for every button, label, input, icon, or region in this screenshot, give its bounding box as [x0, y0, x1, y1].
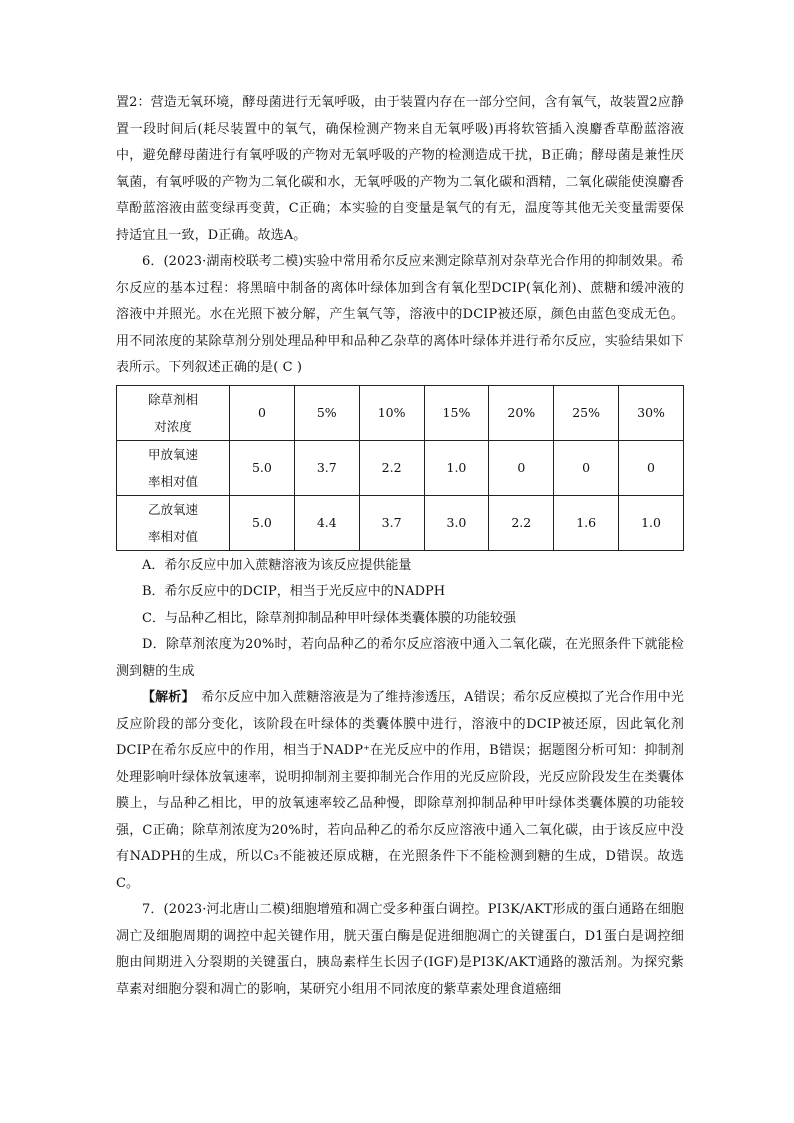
row-label-line: 率相对值 — [147, 528, 198, 544]
value-cell: 5.0 — [230, 440, 295, 495]
concentration-cell: 30% — [619, 385, 684, 440]
document-page — [116, 90, 684, 1003]
row-label-cell — [117, 440, 230, 495]
analysis-tag: 【解析】 — [142, 690, 189, 705]
value-cell: 2.2 — [359, 440, 424, 495]
value-cell: 1.0 — [424, 440, 489, 495]
concentration-cell: 5% — [294, 385, 359, 440]
value-cell: 0 — [554, 440, 619, 495]
previous-answer-paragraph: 置2：营造无氧环境，酵母菌进行无氧呼吸，由于装置内存在一部分空间，含有氧气，故装置2应静置一段时间后(耗尽装置中的氧气，确保检测产物来自无氧呼吸)再将软管插入溴麝香草酚蓝溶液中，避免酵母菌进行有氧呼吸的产物对无氧呼吸的产物的检测造成干扰，B正确；酵母菌是兼性厌氧菌，有氧呼吸的产物为二氧化碳和水，无氧呼吸的产物为二氧化碳和酒精，二氧化碳能使溴麝香草酚蓝溶液由蓝变绿再变黄，C正确；本实验的自变量是氧气的有无，温度等其他无关变量需要保持适宜且一致，D正确。故选A。 — [116, 95, 684, 243]
value-cell: 2.2 — [489, 495, 554, 550]
question-6-analysis — [116, 685, 684, 897]
row-label-cell — [117, 495, 230, 550]
value-cell: 3.7 — [294, 440, 359, 495]
concentration-cell: 15% — [424, 385, 489, 440]
table-row-yi — [117, 495, 684, 550]
value-cell: 0 — [619, 440, 684, 495]
row-label-line: 率相对值 — [147, 473, 198, 489]
value-cell: 3.0 — [424, 495, 489, 550]
value-cell: 5.0 — [230, 495, 295, 550]
question-7-stem: 7．(2023·河北唐山二模)细胞增殖和凋亡受多种蛋白调控。PI3K/AKT形成的蛋白通路在细胞凋亡及细胞周期的调控中起关键作用，胱天蛋白酶是促进细胞凋亡的关键蛋白，D1蛋白是调控细胞由间期进入分裂期的关键蛋白，胰岛素样生长因子(IGF)是PI3K/AKT通路的激活剂。为探究紫草素对细胞分裂和凋亡的影响，某研究小组用不同浓度的紫草素处理食道癌细 — [116, 902, 684, 997]
concentration-cell: 0 — [230, 385, 295, 440]
option-b: B．希尔反应中的DCIP，相当于光反应中的NADPH — [142, 584, 446, 599]
value-cell: 0 — [489, 440, 554, 495]
row-label-line: 乙放氧速 — [147, 501, 198, 517]
option-d: D．除草剂浓度为20%时，若向品种乙的希尔反应溶液中通入二氧化碳，在光照条件下就能检测到糖的生成 — [116, 637, 684, 679]
value-cell: 1.6 — [554, 495, 619, 550]
row-label-line: 甲放氧速 — [147, 446, 198, 462]
concentration-cell: 10% — [359, 385, 424, 440]
header-label-line: 除草剂相 — [147, 391, 198, 407]
value-cell: 1.0 — [619, 495, 684, 550]
option-a: A．希尔反应中加入蔗糖溶液为该反应提供能量 — [142, 557, 412, 573]
question-6-stem: 6．(2023·湖南校联考二模)实验中常用希尔反应来测定除草剂对杂草光合作用的抑制效果。希尔反应的基本过程：将黑暗中制备的离体叶绿体加到含有氧化型DCIP(氧化剂)、蔗糖和缓冲液的溶液中并照光。水在光照下被分解，产生氧气等，溶液中的DCIP被还原，颜色由蓝色变成无色。用不同浓度的某除草剂分别处理品种甲和品种乙杂草的离体叶绿体并进行希尔反应，实验结果如下表所示。下列叙述正确的是( C ) — [116, 254, 684, 375]
table-row-jia — [117, 440, 684, 495]
option-c: C．与品种乙相比，除草剂抑制品种甲叶绿体类囊体膜的功能较强 — [142, 610, 516, 626]
header-label-cell — [117, 385, 230, 440]
value-cell: 4.4 — [294, 495, 359, 550]
concentration-cell: 25% — [554, 385, 619, 440]
value-cell: 3.7 — [359, 495, 424, 550]
analysis-text: 希尔反应中加入蔗糖溶液是为了维持渗透压，A错误；希尔反应模拟了光合作用中光反应阶段的部分变化，该阶段在叶绿体的类囊体膜中进行，溶液中的DCIP被还原，因此氧化剂DCIP在希尔反应中的作用，相当于NADP⁺在光反应中的作用，B错误；据题图分析可知：抑制剂处理影响叶绿体放氧速率，说明抑制剂主要抑制光合作用的光反应阶段，光反应阶段发生在类囊体膜上，与品种乙相比，甲的放氧速率较乙品种慢，即除草剂抑制品种甲叶绿体类囊体膜的功能较强，C正确；除草剂浓度为20%时，若向品种乙的希尔反应溶液中通入二氧化碳，由于该反应中没有NADPH的生成，所以C₃不能被还原成糖，在光照条件下不能检测到糖的生成，D错误。故选C。 — [116, 690, 684, 891]
herbicide-results-table — [116, 385, 684, 551]
header-label-line: 对浓度 — [154, 418, 192, 434]
table-header-row — [117, 385, 684, 440]
concentration-cell: 20% — [489, 385, 554, 440]
